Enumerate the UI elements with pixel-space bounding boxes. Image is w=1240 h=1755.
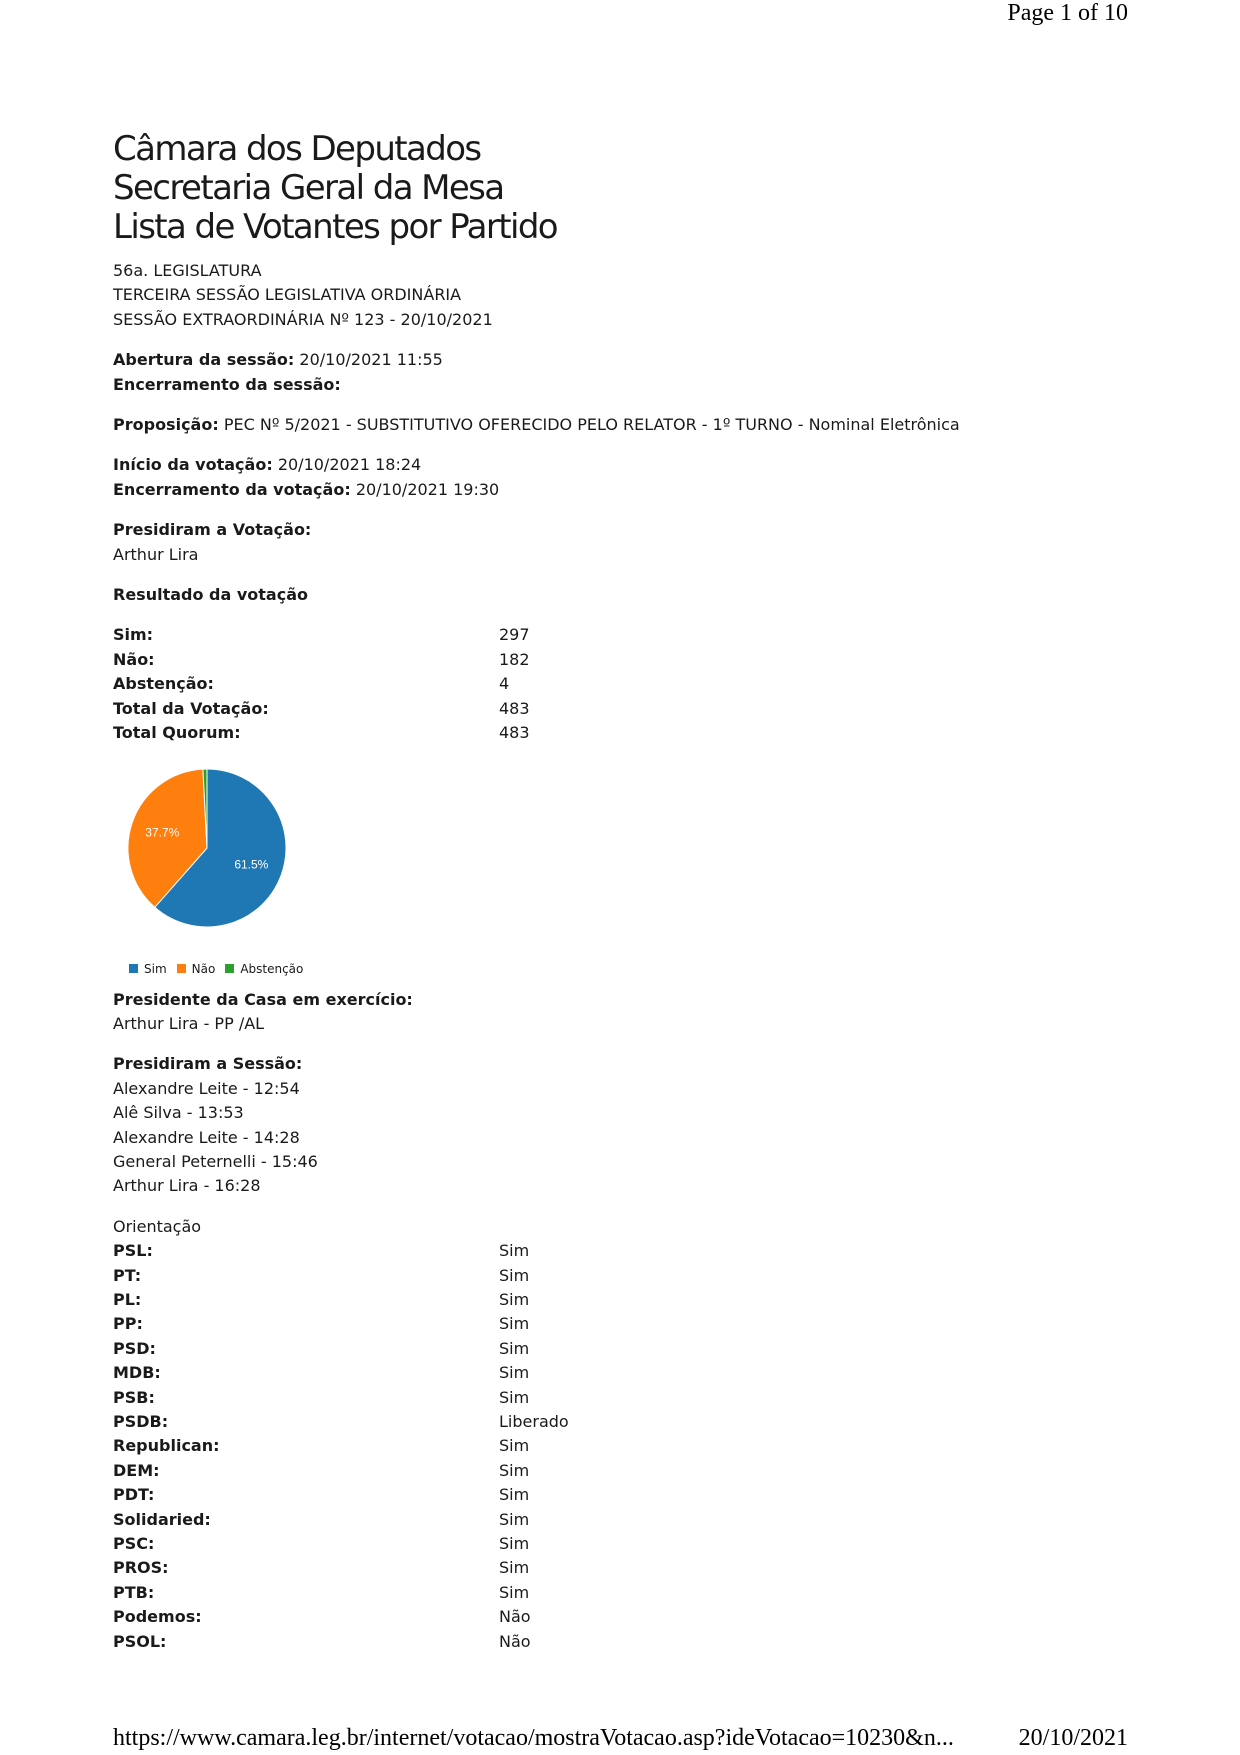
orientation-row-value: Sim: [499, 1582, 530, 1602]
vote-end-label: Encerramento da votação:: [113, 479, 351, 499]
house-president: [113, 988, 1113, 1037]
presiding-entry: Alexandre Leite - 14:28: [113, 1127, 300, 1147]
orientation-row-label: Republican:: [113, 1436, 220, 1456]
orientation-row-value: Sim: [499, 1387, 530, 1407]
presided-vote-label: Presidiram a Votação:: [113, 520, 312, 540]
document-body: [113, 130, 1113, 1654]
orientation-row-label: Podemos:: [113, 1607, 202, 1627]
result-row: [113, 721, 1113, 745]
vote-pie-chart: [127, 768, 307, 958]
presiding-entry: Arthur Lira - 16:28: [113, 1176, 261, 1196]
orientation-row-label: PROS:: [113, 1558, 169, 1578]
opening-label: Abertura da sessão:: [113, 350, 295, 370]
orientation-row-value: Sim: [499, 1241, 530, 1261]
result-row-value: 483: [499, 698, 530, 718]
orientation-row-value: Sim: [499, 1509, 530, 1529]
orientation-row-value: Sim: [499, 1265, 530, 1285]
orientation-row: [113, 1483, 1113, 1507]
opening-value: 20/10/2021 11:55: [299, 350, 443, 370]
voting-times: [113, 453, 1113, 502]
result-table: [113, 623, 1113, 745]
presided-session: [113, 1052, 1113, 1198]
result-row-value: 4: [499, 674, 510, 694]
orientation-heading: Orientação: [113, 1216, 202, 1236]
result-row-value: 297: [499, 625, 530, 645]
orientation-row-value: Sim: [499, 1436, 530, 1456]
vote-result: [113, 583, 1113, 745]
orientation-row-label: MDB:: [113, 1363, 161, 1383]
president-label: Presidente da Casa em exercício:: [113, 989, 413, 1009]
orientation-row-value: Sim: [499, 1534, 530, 1554]
orientation-row: [113, 1312, 1113, 1336]
legend-swatch: [225, 964, 234, 973]
orientation-row-value: Sim: [499, 1558, 530, 1578]
orientation-row-label: PSC:: [113, 1534, 155, 1554]
orientation-row: [113, 1581, 1113, 1605]
orientation-row-value: Sim: [499, 1338, 530, 1358]
presiding-entry: Alê Silva - 13:53: [113, 1103, 244, 1123]
presiding-entry: Alexandre Leite - 12:54: [113, 1078, 300, 1098]
result-row-label: Sim:: [113, 625, 154, 645]
vote-end-value: 20/10/2021 19:30: [355, 479, 500, 499]
orientation-row-value: Sim: [499, 1485, 530, 1505]
orientation-row-label: DEM:: [113, 1460, 160, 1480]
orientation-row: [113, 1239, 1113, 1263]
result-row: [113, 648, 1113, 672]
legend-label: Abstenção: [240, 961, 304, 976]
orientation-row: [113, 1556, 1113, 1580]
legislature-info: [113, 259, 1113, 332]
presided-session-label: Presidiram a Sessão:: [113, 1054, 303, 1074]
legend-item: [225, 962, 303, 976]
session-type-line: TERCEIRA SESSÃO LEGISLATIVA ORDINÁRIA: [113, 285, 462, 305]
orientation-table: [113, 1239, 1113, 1654]
session-times: [113, 348, 1113, 397]
result-row: [113, 672, 1113, 696]
page-footer: [113, 1725, 1128, 1755]
title-secretariat: Secretaria Geral da Mesa: [113, 168, 504, 208]
orientation-row-value: Sim: [499, 1460, 530, 1480]
presided-session-list: [113, 1077, 1113, 1199]
legend-swatch: [129, 964, 138, 973]
orientation-row-label: PSOL:: [113, 1631, 167, 1651]
title-chamber: Câmara dos Deputados: [113, 129, 481, 169]
orientation-row-label: PT:: [113, 1265, 142, 1285]
chart-legend: [129, 958, 1113, 980]
orientation-row: [113, 1605, 1113, 1629]
vote-start-label: Início da votação:: [113, 455, 273, 475]
presided-vote: [113, 518, 1113, 567]
orientation-row-value: Sim: [499, 1289, 530, 1309]
result-row: [113, 697, 1113, 721]
orientation-row: [113, 1459, 1113, 1483]
orientation-row: [113, 1630, 1113, 1654]
title-voter-list: Lista de Votantes por Partido: [113, 207, 558, 247]
presiding-entry: General Peternelli - 15:46: [113, 1151, 318, 1171]
orientation-row-value: Não: [499, 1607, 531, 1627]
vote-start-value: 20/10/2021 18:24: [277, 455, 422, 475]
legend-label: Não: [191, 961, 216, 976]
party-orientation: [113, 1215, 1113, 1654]
session-number-line: SESSÃO EXTRAORDINÁRIA Nº 123 - 20/10/2021: [113, 309, 493, 329]
orientation-row-value: Não: [499, 1631, 531, 1651]
orientation-row: [113, 1361, 1113, 1385]
orientation-row-label: PL:: [113, 1289, 142, 1309]
legend-item: [177, 962, 216, 976]
result-row-value: 182: [499, 649, 530, 669]
result-row-label: Não:: [113, 649, 155, 669]
orientation-row-label: PDT:: [113, 1485, 155, 1505]
pie-svg: [127, 768, 307, 948]
proposition: [113, 413, 1113, 437]
orientation-row-label: PSDB:: [113, 1412, 169, 1431]
pie-slice-label: 37.7%: [145, 824, 180, 839]
result-row: [113, 623, 1113, 647]
legend-item: [129, 962, 167, 976]
result-heading: Resultado da votação: [113, 585, 308, 605]
presided-vote-name: Arthur Lira: [113, 544, 199, 564]
page-number: Page 1 of 10: [1007, 0, 1128, 26]
proposition-label: Proposição:: [113, 415, 219, 435]
orientation-row-value: Liberado: [499, 1412, 569, 1431]
orientation-row-label: PSD:: [113, 1338, 156, 1358]
footer-url: https://www.camara.leg.br/internet/votacao/mostraVotacao.asp?ideVotacao=10230&n...: [113, 1725, 954, 1751]
orientation-row: [113, 1337, 1113, 1361]
president-name: Arthur Lira - PP /AL: [113, 1013, 265, 1033]
closing-label: Encerramento da sessão:: [113, 374, 341, 394]
result-row-label: Total Quorum:: [113, 723, 241, 743]
footer-date: 20/10/2021: [1018, 1725, 1128, 1751]
orientation-row-label: PSL:: [113, 1241, 153, 1261]
result-row-label: Abstenção:: [113, 674, 214, 694]
orientation-row: [113, 1434, 1113, 1458]
proposition-value: PEC Nº 5/2021 - SUBSTITUTIVO OFERECIDO PELO RELATOR - 1º TURNO - Nominal Eletrônica: [223, 415, 960, 435]
legend-swatch: [177, 964, 186, 973]
orientation-row-label: PSB:: [113, 1387, 155, 1407]
document-titles: [113, 130, 1113, 247]
orientation-row: [113, 1532, 1113, 1556]
orientation-row: [113, 1386, 1113, 1410]
orientation-row-label: PP:: [113, 1314, 143, 1334]
orientation-row-label: Solidaried:: [113, 1509, 211, 1529]
orientation-row: [113, 1508, 1113, 1532]
orientation-row: [113, 1410, 1113, 1434]
result-row-value: 483: [499, 723, 530, 743]
orientation-row-label: PTB:: [113, 1582, 155, 1602]
orientation-row-value: Sim: [499, 1363, 530, 1383]
pie-slice-label: 61.5%: [234, 857, 269, 872]
legend-label: Sim: [144, 961, 167, 976]
result-row-label: Total da Votação:: [113, 698, 269, 718]
orientation-row: [113, 1264, 1113, 1288]
orientation-row: [113, 1288, 1113, 1312]
legislature-line: 56a. LEGISLATURA: [113, 261, 262, 280]
orientation-row-value: Sim: [499, 1314, 530, 1334]
